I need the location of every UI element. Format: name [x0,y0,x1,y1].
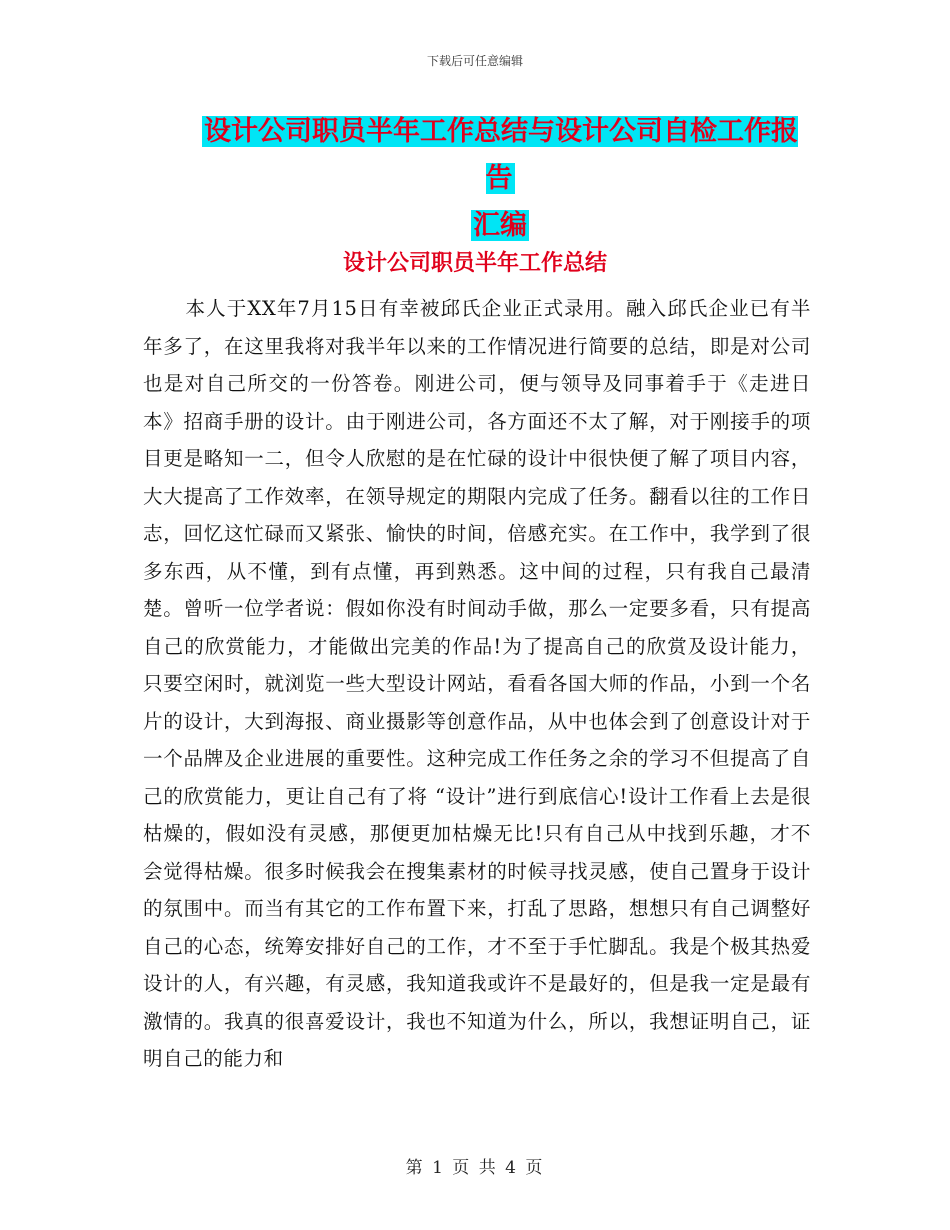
body-paragraph [143,290,811,1078]
page-number: 第 1 页 共 4 页 [405,1158,545,1178]
document-title [190,108,810,249]
document-title-line2: 汇编 [473,210,527,241]
section-title: 设计公司职员半年工作总结 [342,250,607,276]
header-note: 下载后可任意编辑 [426,54,523,68]
document-title-line1: 设计公司职员半年工作总结与设计公司自检工作报告 [204,116,798,194]
body-paragraph-text: 本人于XX年7月15日有幸被邱氏企业正式录用。融入邱氏企业已有半年多了，在这里我将对我半年以来的工作情况进行简要的总结，即是对公司也是对自己所交的一份答卷。刚进公司，便与领导及同事着手于《走进日本》招商手册的设计。由于刚进公司，各方面还不太了解，对于刚接手的项目更是略知一二，但令人欣慰的是在忙碌的设计中很快便了解了项目内容，大大提高了工作效率，在领导规定的期限内完成了任务。翻看以往的工作日志，回忆这忙碌而又紧张、愉快的时间，倍感充实。在工作中，我学到了很多东西，从不懂，到有点懂，再到熟悉。这中间的过程，只有我自己最清楚。曾听一位学者说：假如你没有时间动手做，那么一定要多看，只有提高自己的欣赏能力，才能做出完美的作品!为了提高自己的欣赏及设计能力，只要空闲时，就浏览一些大型设计网站，看看各国大师的作品，小到一个名片的设计，大到海报、商业摄影等创意作品，从中也体会到了创意设计对于一个品牌及企业进展的重要性。这种完成工作任务之余的学习不但提高了自己的欣赏能力，更让自己有了将 “设计”进行到底信心!设计工作看上去是很枯燥的，假如没有灵感，那便更加枯燥无比!只有自己从中找到乐趣，才不会觉得枯燥。很多时候我会在搜集素材的时候寻找灵感，使自己置身于设计的氛围中。而当有其它的工作布置下来，打乱了思路，想想只有自己调整好自己的心态，统筹安排好自己的工作，才不至于手忙脚乱。我是个极其热爱设计的人，有兴趣，有灵感，我知道我或许不是最好的，但是我一定是最有激情的。我真的很喜爱设计，我也不知道为什么，所以，我想证明自己，证明自己的能力和 [143,297,811,1070]
